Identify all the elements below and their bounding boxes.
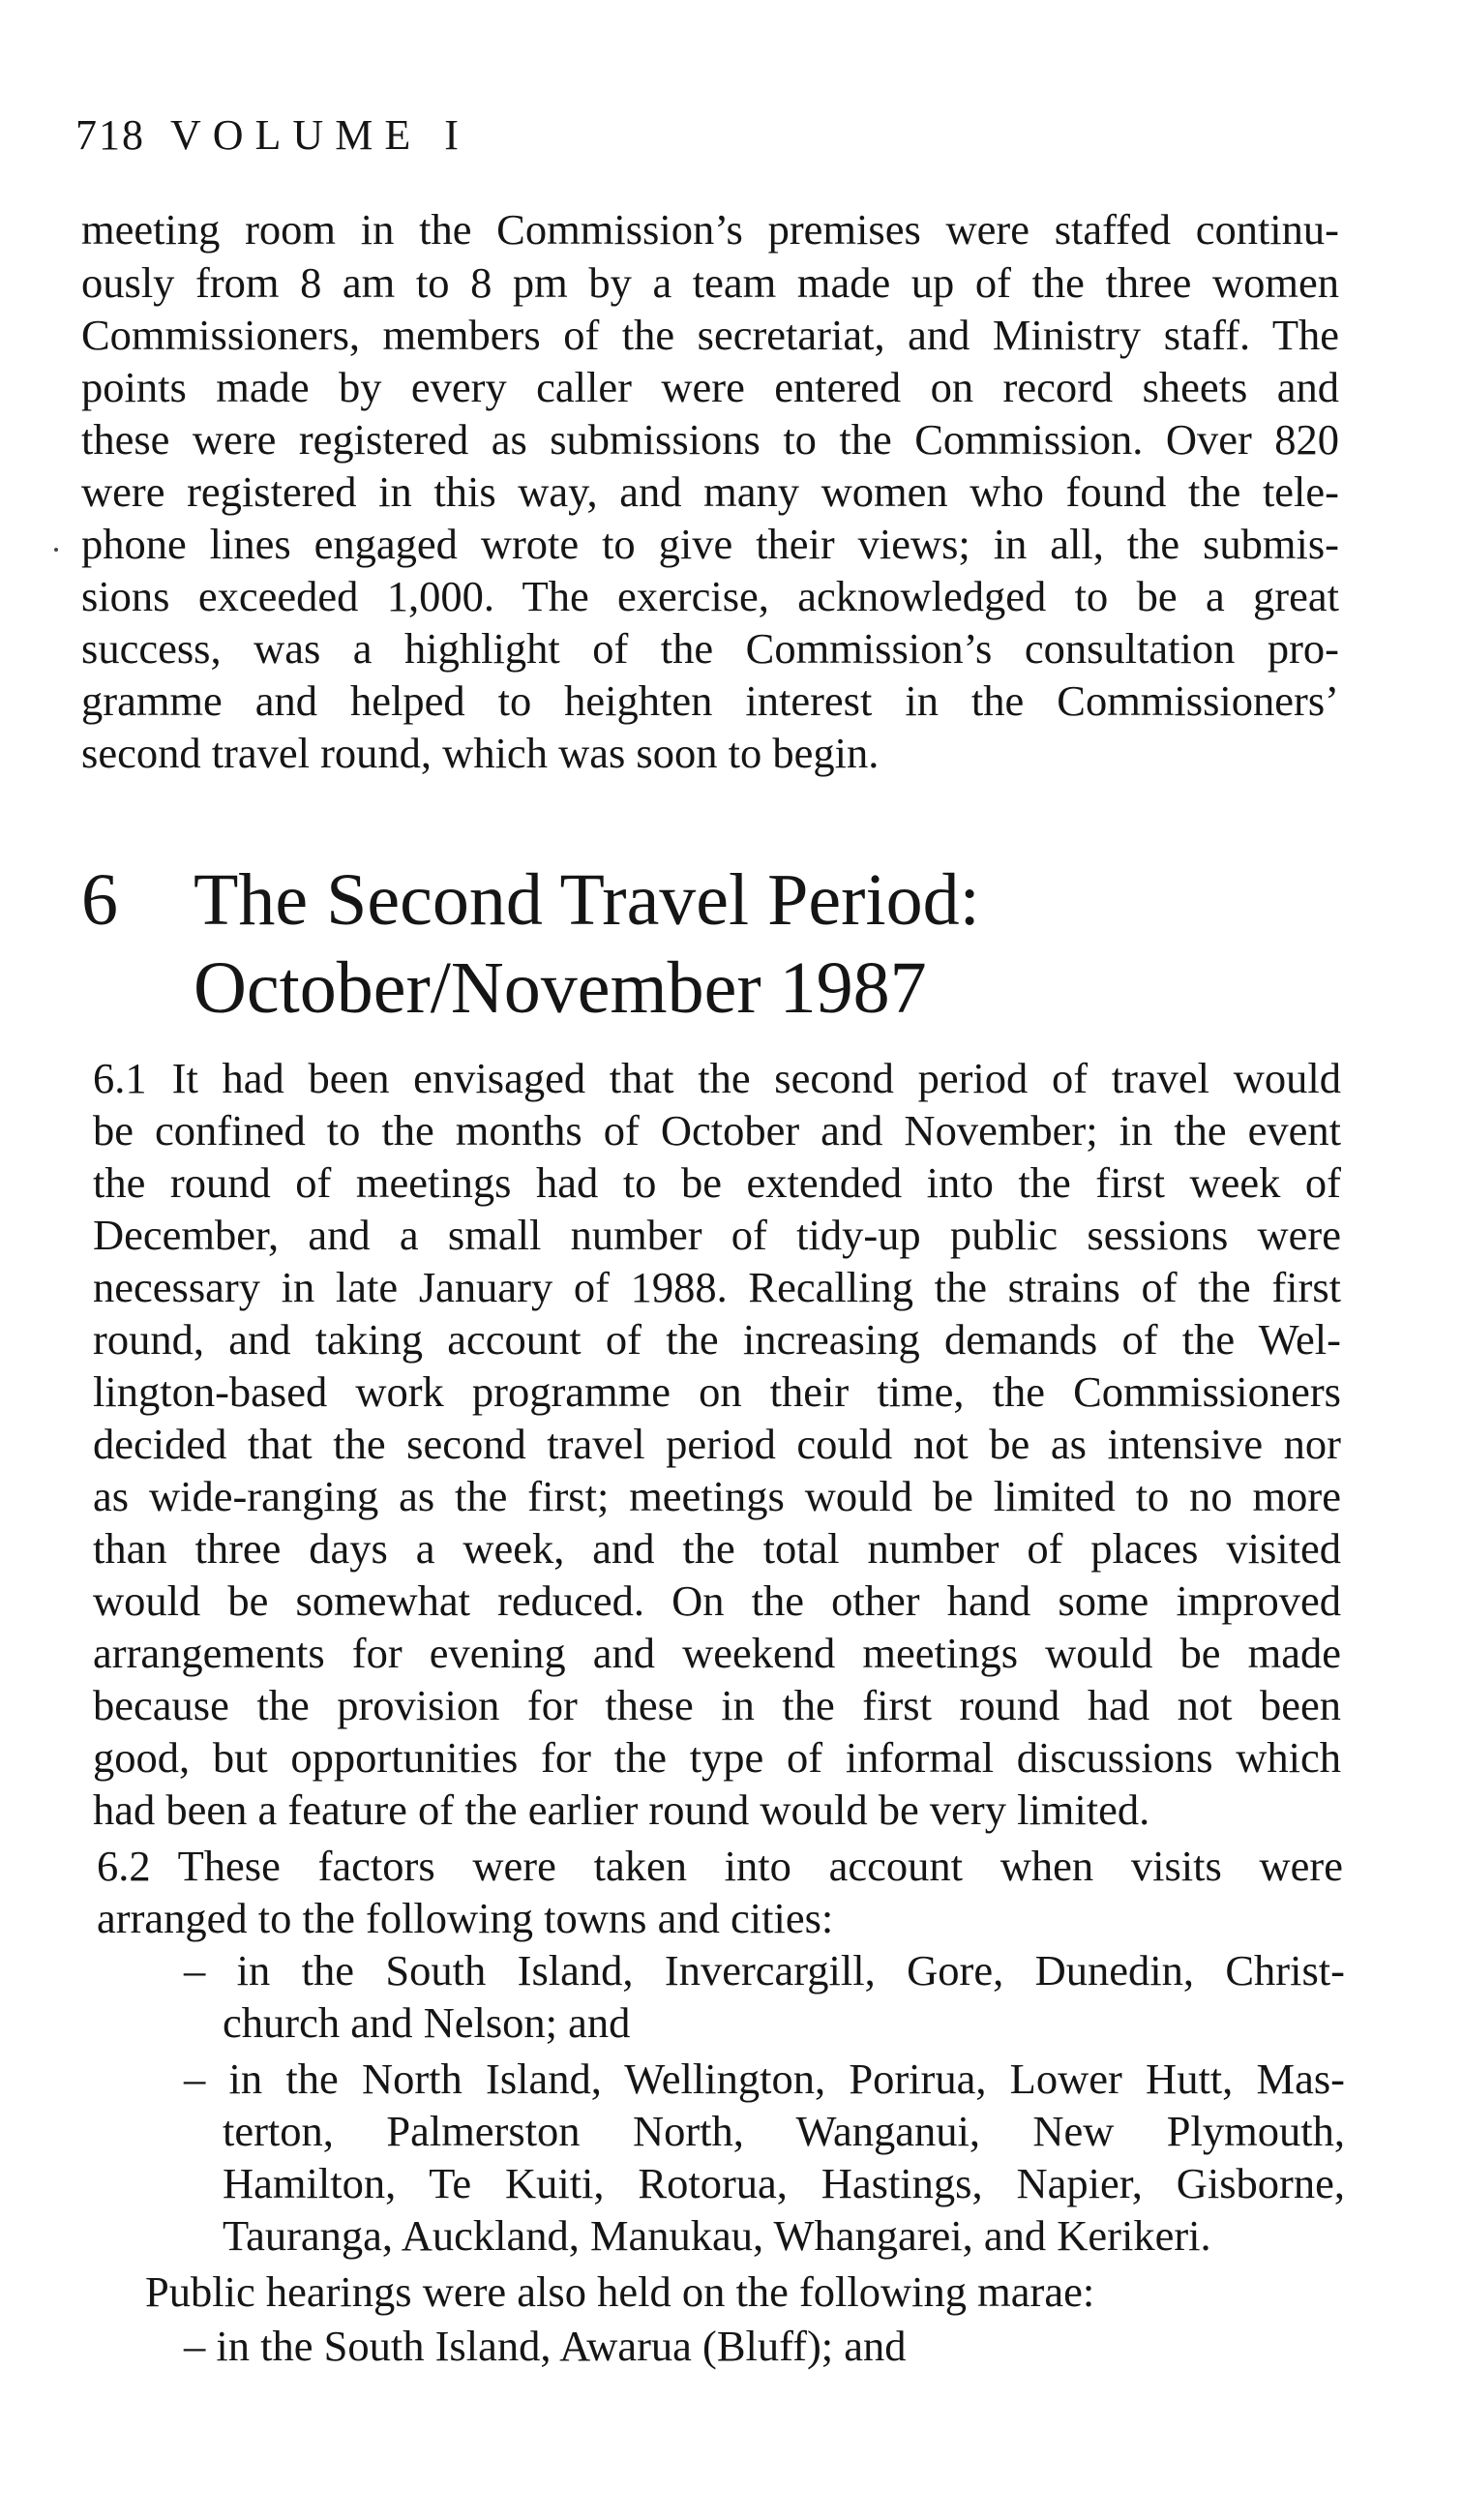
text-line: ously from 8 am to 8 pm by a team made up of the three women xyxy=(81,258,1339,307)
paragraph-number: 6.1 xyxy=(93,1054,147,1102)
marae-intro-line: Public hearings were also held on the following marae: xyxy=(145,2267,1095,2316)
text-line: were registered in this way, and many women who found the tele- xyxy=(81,467,1339,516)
text-line: These factors were taken into account when visits were xyxy=(177,1842,1343,1890)
section-heading xyxy=(0,859,1462,950)
text-line: meeting room in the Commission’s premises were staffed continu- xyxy=(81,205,1339,254)
text-line: these were registered as submissions to the Commission. Over 820 xyxy=(81,415,1339,464)
list-item-continued: terton, Palmerston North, Wanganui, New Plymouth, xyxy=(223,2107,1345,2155)
margin-mark xyxy=(54,548,58,552)
text-line: round, and taking account of the increasing demands of the Wel- xyxy=(93,1315,1341,1364)
text-line: Commissioners, members of the secretariat, and Ministry staff. The xyxy=(81,311,1339,359)
section-heading-continued xyxy=(0,947,1462,1038)
section-title-line-1: The Second Travel Period: xyxy=(194,859,980,941)
text-line: points made by every caller were entered on record sheets and xyxy=(81,363,1339,411)
text-line: December, and a small number of tidy-up public sessions were xyxy=(93,1211,1341,1259)
text-line: necessary in late January of 1988. Recalling the strains of the first xyxy=(93,1263,1341,1311)
list-item-continued: Hamilton, Te Kuiti, Rotorua, Hastings, Napier, Gisborne, xyxy=(223,2159,1345,2207)
text-line: decided that the second travel period could not be as intensive nor xyxy=(93,1420,1341,1468)
text-line: would be somewhat reduced. On the other hand some improved xyxy=(93,1576,1341,1625)
paragraph-6-2-first-line xyxy=(97,1842,1343,1890)
section-title-line-2: October/November 1987 xyxy=(194,947,927,1029)
text-line: arranged to the following towns and cities: xyxy=(97,1894,834,1942)
volume-label: VOLUME I xyxy=(170,111,470,159)
text-line: had been a feature of the earlier round would be very limited. xyxy=(93,1785,1150,1834)
paragraph-number: 6.2 xyxy=(97,1842,151,1890)
list-item-continued: Tauranga, Auckland, Manukau, Whangarei, and Kerikeri. xyxy=(223,2211,1211,2260)
text-line: the round of meetings had to be extended into the first week of xyxy=(93,1158,1341,1207)
text-line: It had been envisaged that the second period of travel would xyxy=(171,1054,1341,1102)
list-item: – in the North Island, Wellington, Porirua, Lower Hutt, Mas- xyxy=(184,2055,1345,2103)
list-item-continued: church and Nelson; and xyxy=(223,1998,631,2047)
list-item: – in the South Island, Invercargill, Gore, Dunedin, Christ- xyxy=(184,1946,1345,1995)
text-line: success, was a highlight of the Commission’s consultation pro- xyxy=(81,624,1339,673)
text-line: sions exceeded 1,000. The exercise, acknowledged to be a great xyxy=(81,572,1339,620)
page-number: 718 xyxy=(75,111,145,159)
text-line: good, but opportunities for the type of informal discussions which xyxy=(93,1733,1341,1782)
text-line: as wide-ranging as the first; meetings would be limited to no more xyxy=(93,1472,1341,1520)
text-line: because the provision for these in the first round had not been xyxy=(93,1681,1341,1729)
section-number: 6 xyxy=(81,859,118,941)
text-line: gramme and helped to heighten interest in the Commissioners’ xyxy=(81,676,1339,725)
text-line: lington-based work programme on their time, the Commissioners xyxy=(93,1367,1341,1416)
text-line: second travel round, which was soon to begin. xyxy=(81,729,880,777)
text-line: than three days a week, and the total number of places visited xyxy=(93,1524,1341,1573)
text-line: be confined to the months of October and November; in the event xyxy=(93,1106,1341,1155)
text-line: arrangements for evening and weekend meetings would be made xyxy=(93,1629,1341,1677)
paragraph-6-1-first-line xyxy=(93,1054,1341,1102)
list-item: – in the South Island, Awarua (Bluff); and xyxy=(184,2322,907,2370)
running-header xyxy=(75,111,470,159)
text-line: phone lines engaged wrote to give their views; in all, the submis- xyxy=(81,520,1339,568)
